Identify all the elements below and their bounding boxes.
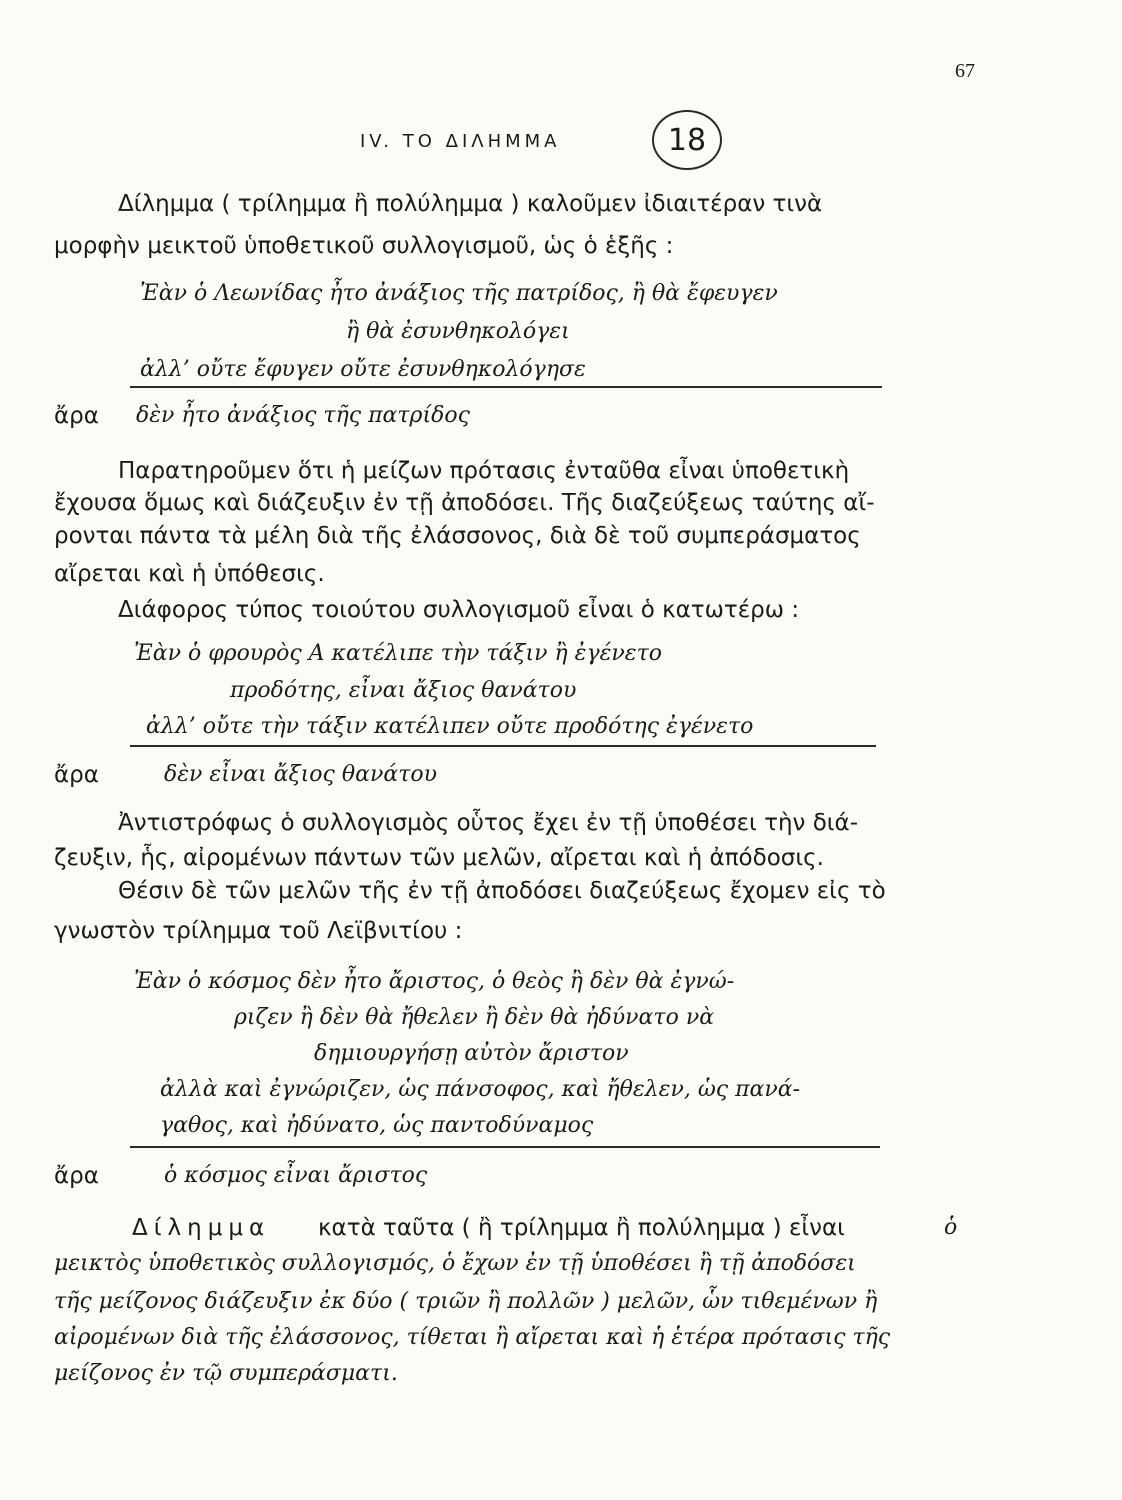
definition-line-2: μεικτὸς ὑποθετικὸς συλλογισμός, ὁ ἔχων ἐν τῇ ὑποθέσει ἢ τῇ ἀποδόσει (54, 1251, 856, 1276)
example2-divider (130, 745, 876, 747)
para1-line-5: Διάφορος τύπος τοιούτου συλλογισμοῦ εἶναι ὁ κατωτέρω : (118, 597, 800, 623)
example3-premise-1: Ἐὰν ὁ κόσμος δὲν ἦτο ἄριστος, ὁ θεὸς ἢ δὲν θὰ ἐγνώ- (134, 969, 735, 994)
para1-line-4: αἴρεται καὶ ἡ ὑπόθεσις. (54, 561, 325, 587)
example1-divider (130, 386, 882, 388)
example1-ara: ἄρα (54, 403, 99, 429)
definition-line-3: τῆς μείζονος διάζευξιν ἐκ δύο ( τριῶν ἢ πολλῶν ) μελῶν, ὧν τιθεμένων ἢ (54, 1289, 878, 1314)
para2-line-3: Θέσιν δὲ τῶν μελῶν τῆς ἐν τῇ ἀποδόσει διαζεύξεως ἔχομεν εἰς τὸ (118, 878, 886, 904)
definition-first-line-tail: ὁ (944, 1215, 958, 1240)
example2-conclusion: δὲν εἶναι ἄξιος θανάτου (164, 762, 437, 787)
para2-line-1: Ἀντιστρόφως ὁ συλλογισμὸς οὗτος ἔχει ἐν τῇ ὑποθέσει τὴν διά- (118, 810, 859, 836)
definition-term: Δίλημμα (132, 1215, 271, 1241)
example2-premise-2: προδότης, εἶναι ἄξιος θανάτου (230, 678, 577, 703)
intro-line-1: Δίλημμα ( τρίλημμα ἢ πολύλημμα ) καλοῦμεν ἰδιαιτέραν τινὰ (118, 191, 823, 217)
example3-premise-3: δημιουργήσῃ αὐτὸν ἄριστον (314, 1041, 629, 1066)
example1-premise-2: ἢ θὰ ἐσυνθηκολόγει (346, 319, 570, 344)
intro-line-2: μορφὴν μεικτοῦ ὑποθετικοῦ συλλογισμοῦ, ὡς ὁ ἑξῆς : (54, 233, 674, 259)
definition-line-4: αἰρομένων διὰ τῆς ἐλάσσονος, τίθεται ἢ αἴρεται καὶ ἡ ἑτέρα πρότασις τῆς (54, 1325, 891, 1350)
example1-conclusion: δὲν ἦτο ἀνάξιος τῆς πατρίδος (136, 403, 470, 428)
handwritten-circled-number: 18 (652, 110, 722, 170)
para1-line-3: ρονται πάντα τὰ μέλη διὰ τῆς ἐλάσσονος, διὰ δὲ τοῦ συμπεράσματος (54, 523, 861, 549)
page-number: 67 (955, 60, 975, 82)
example2-ara: ἄρα (54, 762, 99, 788)
example3-minor-premise-2: γαθος, καὶ ἠδύνατο, ὡς παντοδύναμος (160, 1113, 594, 1138)
para2-line-4: γνωστὸν τρίλημμα τοῦ Λεϊβνιτίου : (54, 918, 463, 944)
definition-line-5: μείζονος ἐν τῷ συμπεράσματι. (54, 1361, 398, 1386)
para2-line-2: ζευξιν, ἧς, αἰρομένων πάντων τῶν μελῶν, αἴρεται καὶ ἡ ἀπόδοσις. (54, 845, 824, 871)
example2-minor-premise: ἀλλ’ οὔτε τὴν τάξιν κατέλιπεν οὔτε προδότης ἐγένετο (146, 714, 754, 739)
chapter-heading: IV. ΤΟ ΔΙΛΗΜΜΑ (360, 131, 561, 152)
example3-divider (130, 1146, 880, 1148)
para1-line-1: Παρατηροῦμεν ὅτι ἡ μείζων πρότασις ἐνταῦθα εἶναι ὑποθετικὴ (118, 458, 850, 484)
example3-ara: ἄρα (54, 1163, 99, 1189)
example1-minor-premise: ἀλλ’ οὔτε ἔφυγεν οὔτε ἐσυνθηκολόγησε (140, 357, 586, 382)
example3-premise-2: ριζεν ἢ δὲν θὰ ἤθελεν ἢ δὲν θὰ ἠδύνατο νὰ (234, 1005, 715, 1030)
para1-line-2: ἔχουσα ὅμως καὶ διάζευξιν ἐν τῇ ἀποδόσει. Τῆς διαζεύξεως ταύτης αἴ- (54, 490, 875, 516)
example2-premise-1: Ἐὰν ὁ φρουρὸς Α κατέλιπε τὴν τάξιν ἢ ἐγένετο (134, 641, 663, 666)
example3-conclusion: ὁ κόσμος εἶναι ἄριστος (164, 1163, 428, 1188)
example1-premise-1: Ἐὰν ὁ Λεωνίδας ἦτο ἀνάξιος τῆς πατρίδος, ἢ θὰ ἔφευγεν (140, 281, 778, 306)
definition-first-line: κατὰ ταῦτα ( ἢ τρίλημμα ἢ πολύλημμα ) εἶναι (318, 1215, 845, 1241)
example3-minor-premise-1: ἀλλὰ καὶ ἐγνώριζεν, ὡς πάνσοφος, καὶ ἤθελεν, ὡς πανά- (160, 1077, 801, 1102)
